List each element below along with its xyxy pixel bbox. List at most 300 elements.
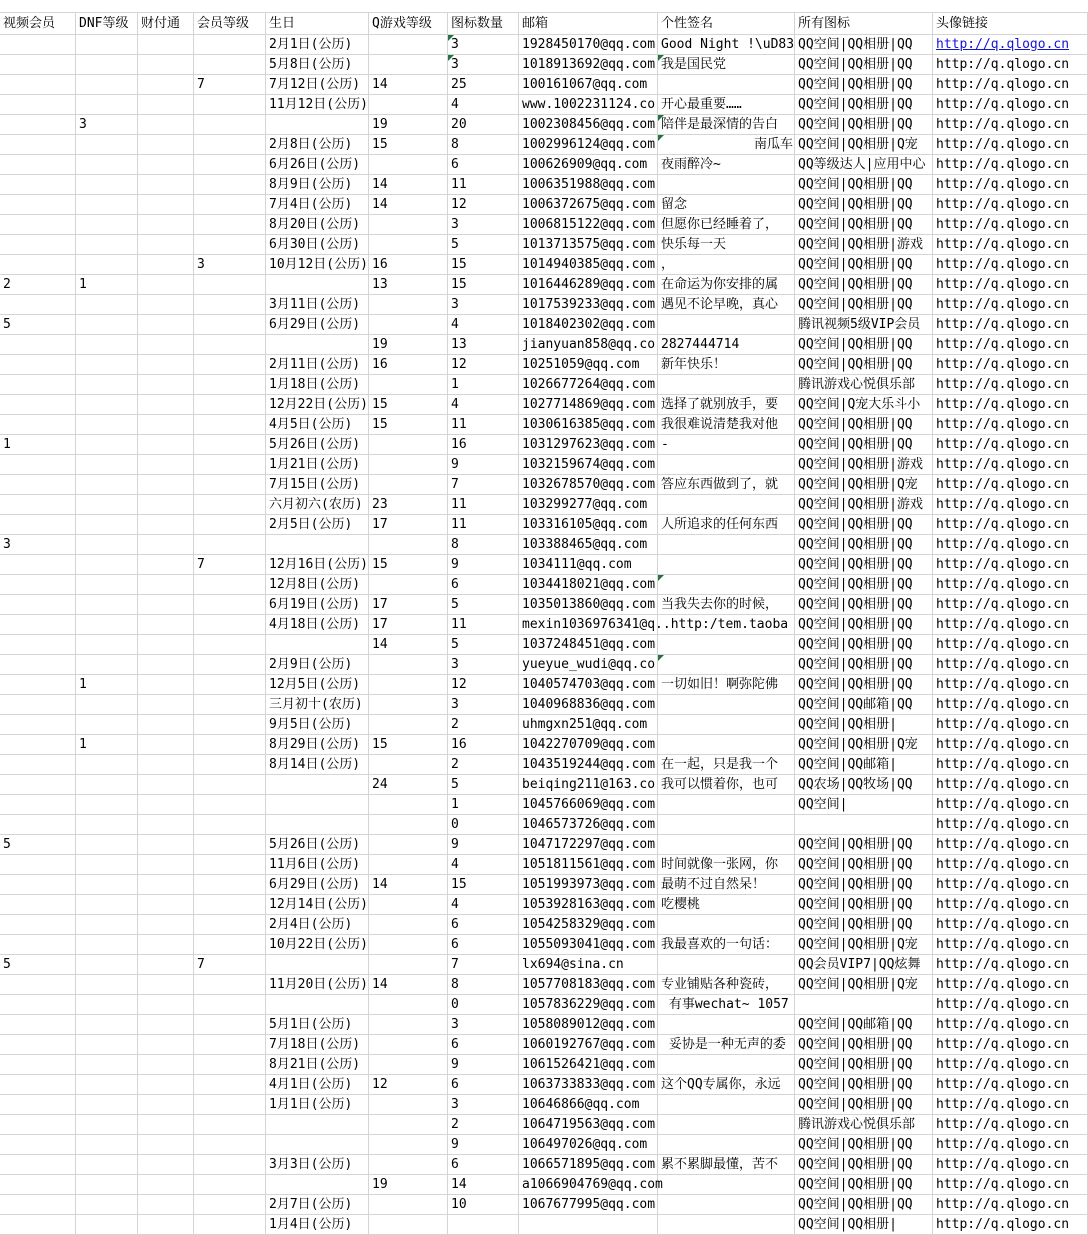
cell-f[interactable]: [138, 755, 194, 775]
cell-f[interactable]: [138, 1015, 194, 1035]
cell-e[interactable]: 1040574703@qq.com: [519, 675, 658, 695]
cell-s[interactable]: 遇见不论早晚，真心: [658, 295, 795, 315]
cell-s[interactable]: [658, 635, 795, 655]
cell-i[interactable]: 1: [448, 375, 519, 395]
cell-v[interactable]: [0, 575, 76, 595]
cell-v[interactable]: [0, 455, 76, 475]
cell-q[interactable]: [369, 1055, 448, 1075]
cell-d[interactable]: [76, 995, 138, 1015]
avatar-link-cell[interactable]: [933, 775, 1088, 795]
cell-ic[interactable]: QQ空间|QQ相册|QQ: [795, 175, 933, 195]
cell-v[interactable]: [0, 1215, 76, 1235]
cell-ic[interactable]: QQ空间|QQ相册|QQ: [795, 355, 933, 375]
cell-s[interactable]: [658, 735, 795, 755]
cell-s[interactable]: 南瓜车: [658, 135, 795, 155]
cell-q[interactable]: 15: [369, 395, 448, 415]
cell-i[interactable]: 4: [448, 895, 519, 915]
cell-ic[interactable]: QQ空间|QQ邮箱|QQ: [795, 1015, 933, 1035]
cell-i[interactable]: 2: [448, 715, 519, 735]
cell-f[interactable]: [138, 595, 194, 615]
avatar-link-cell[interactable]: [933, 1015, 1088, 1035]
avatar-link-cell[interactable]: [933, 835, 1088, 855]
cell-i[interactable]: 9: [448, 455, 519, 475]
cell-m[interactable]: [194, 55, 266, 75]
cell-d[interactable]: [76, 895, 138, 915]
cell-q[interactable]: [369, 235, 448, 255]
cell-m[interactable]: [194, 515, 266, 535]
cell-q[interactable]: [369, 155, 448, 175]
cell-v[interactable]: 3: [0, 535, 76, 555]
cell-m[interactable]: [194, 935, 266, 955]
cell-f[interactable]: [138, 1035, 194, 1055]
cell-e[interactable]: 100161067@qq.com: [519, 75, 658, 95]
cell-q[interactable]: 15: [369, 555, 448, 575]
cell-q[interactable]: 14: [369, 175, 448, 195]
cell-e[interactable]: 10646866@qq.com: [519, 1095, 658, 1115]
cell-ic[interactable]: QQ空间|QQ相册|QQ: [795, 255, 933, 275]
cell-e[interactable]: 1047172297@qq.com: [519, 835, 658, 855]
cell-d[interactable]: [76, 1115, 138, 1135]
cell-b[interactable]: 12月8日(公历): [266, 575, 369, 595]
cell-s[interactable]: 留念: [658, 195, 795, 215]
cell-ic[interactable]: QQ空间|QQ相册|QQ: [795, 535, 933, 555]
cell-v[interactable]: [0, 635, 76, 655]
cell-b[interactable]: [266, 115, 369, 135]
cell-ic[interactable]: QQ空间|QQ相册|QQ: [795, 115, 933, 135]
column-header-f[interactable]: 财付通: [138, 13, 194, 35]
cell-ic[interactable]: QQ会员VIP7|QQ炫舞: [795, 955, 933, 975]
cell-q[interactable]: [369, 755, 448, 775]
cell-f[interactable]: [138, 775, 194, 795]
cell-b[interactable]: 5月8日(公历): [266, 55, 369, 75]
cell-b[interactable]: 10月12日(公历): [266, 255, 369, 275]
cell-v[interactable]: [0, 1055, 76, 1075]
cell-s[interactable]: 吃樱桃: [658, 895, 795, 915]
cell-d[interactable]: [76, 155, 138, 175]
cell-d[interactable]: [76, 515, 138, 535]
cell-b[interactable]: 三月初十(农历): [266, 695, 369, 715]
cell-v[interactable]: [0, 515, 76, 535]
cell-e[interactable]: 103316105@qq.com: [519, 515, 658, 535]
cell-b[interactable]: 11月6日(公历): [266, 855, 369, 875]
cell-s[interactable]: 但愿你已经睡着了，: [658, 215, 795, 235]
cell-m[interactable]: [194, 435, 266, 455]
cell-d[interactable]: [76, 1215, 138, 1235]
cell-d[interactable]: [76, 1135, 138, 1155]
cell-f[interactable]: [138, 735, 194, 755]
cell-f[interactable]: [138, 175, 194, 195]
cell-b[interactable]: 3月3日(公历): [266, 1155, 369, 1175]
cell-q[interactable]: 16: [369, 355, 448, 375]
cell-v[interactable]: [0, 415, 76, 435]
cell-q[interactable]: [369, 955, 448, 975]
cell-ic[interactable]: QQ空间|QQ相册|QQ: [795, 515, 933, 535]
column-header-d[interactable]: DNF等级: [76, 13, 138, 35]
cell-f[interactable]: [138, 475, 194, 495]
cell-e[interactable]: [519, 1215, 658, 1235]
cell-s[interactable]: [658, 915, 795, 935]
cell-d[interactable]: [76, 135, 138, 155]
avatar-link-cell[interactable]: [933, 1075, 1088, 1095]
cell-s[interactable]: [658, 495, 795, 515]
cell-b[interactable]: [266, 1175, 369, 1195]
cell-i[interactable]: 3: [448, 295, 519, 315]
cell-b[interactable]: 5月26日(公历): [266, 835, 369, 855]
cell-f[interactable]: [138, 875, 194, 895]
avatar-link-cell[interactable]: [933, 1175, 1088, 1195]
cell-m[interactable]: [194, 835, 266, 855]
cell-s[interactable]: 我可以惯着你，也可: [658, 775, 795, 795]
cell-s[interactable]: 我是国民党: [658, 55, 795, 75]
cell-e[interactable]: lx694@sina.cn: [519, 955, 658, 975]
cell-q[interactable]: 13: [369, 275, 448, 295]
cell-v[interactable]: [0, 215, 76, 235]
cell-d[interactable]: [76, 635, 138, 655]
cell-e[interactable]: 1055093041@qq.com: [519, 935, 658, 955]
cell-b[interactable]: [266, 815, 369, 835]
cell-e[interactable]: mexin1036976341@q..http:/tem.taoba: [519, 615, 658, 635]
avatar-link-cell[interactable]: [933, 955, 1088, 975]
cell-s[interactable]: [658, 175, 795, 195]
cell-b[interactable]: 6月19日(公历): [266, 595, 369, 615]
avatar-link-cell[interactable]: [933, 475, 1088, 495]
cell-e[interactable]: 106497026@qq.com: [519, 1135, 658, 1155]
cell-e[interactable]: 1027714869@qq.com: [519, 395, 658, 415]
cell-v[interactable]: [0, 95, 76, 115]
cell-q[interactable]: [369, 1095, 448, 1115]
cell-e[interactable]: 1066571895@qq.com: [519, 1155, 658, 1175]
cell-d[interactable]: [76, 335, 138, 355]
cell-d[interactable]: [76, 715, 138, 735]
cell-f[interactable]: [138, 55, 194, 75]
cell-b[interactable]: 6月30日(公历): [266, 235, 369, 255]
cell-s[interactable]: 我最喜欢的一句话：: [658, 935, 795, 955]
cell-s[interactable]: 开心最重要……: [658, 95, 795, 115]
avatar-link-cell[interactable]: [933, 255, 1088, 275]
cell-f[interactable]: [138, 335, 194, 355]
cell-m[interactable]: [194, 95, 266, 115]
cell-d[interactable]: [76, 415, 138, 435]
cell-f[interactable]: [138, 395, 194, 415]
cell-ic[interactable]: 腾讯视频5级VIP会员: [795, 315, 933, 335]
avatar-link-cell[interactable]: [933, 635, 1088, 655]
cell-b[interactable]: 4月18日(公历): [266, 615, 369, 635]
cell-d[interactable]: [76, 355, 138, 375]
cell-v[interactable]: [0, 135, 76, 155]
cell-f[interactable]: [138, 95, 194, 115]
cell-m[interactable]: 7: [194, 955, 266, 975]
cell-d[interactable]: [76, 835, 138, 855]
cell-m[interactable]: [194, 875, 266, 895]
cell-s[interactable]: 陪伴是最深情的告白: [658, 115, 795, 135]
cell-e[interactable]: 1006815122@qq.com: [519, 215, 658, 235]
avatar-link-cell[interactable]: [933, 615, 1088, 635]
cell-ic[interactable]: QQ空间|QQ相册|QQ: [795, 1135, 933, 1155]
cell-e[interactable]: 100626909@qq.com: [519, 155, 658, 175]
cell-f[interactable]: [138, 615, 194, 635]
cell-v[interactable]: [0, 555, 76, 575]
cell-e[interactable]: 1063733833@qq.com: [519, 1075, 658, 1095]
cell-i[interactable]: 2: [448, 1115, 519, 1135]
cell-e[interactable]: 1060192767@qq.com: [519, 1035, 658, 1055]
cell-f[interactable]: [138, 1135, 194, 1155]
cell-e[interactable]: 1037248451@qq.com: [519, 635, 658, 655]
avatar-link-cell[interactable]: [933, 735, 1088, 755]
cell-f[interactable]: [138, 1155, 194, 1175]
cell-m[interactable]: [194, 595, 266, 615]
cell-ic[interactable]: QQ空间|QQ相册|: [795, 1215, 933, 1235]
cell-d[interactable]: [76, 1015, 138, 1035]
cell-s[interactable]: -: [658, 435, 795, 455]
cell-v[interactable]: [0, 295, 76, 315]
cell-q[interactable]: 14: [369, 875, 448, 895]
column-header-ic[interactable]: 所有图标: [795, 13, 933, 35]
cell-ic[interactable]: QQ空间|QQ相册|QQ: [795, 35, 933, 55]
cell-d[interactable]: [76, 695, 138, 715]
cell-i[interactable]: 5: [448, 595, 519, 615]
cell-d[interactable]: [76, 1055, 138, 1075]
avatar-link-cell[interactable]: [933, 75, 1088, 95]
avatar-link-cell[interactable]: [933, 815, 1088, 835]
avatar-link-cell[interactable]: [933, 435, 1088, 455]
cell-i[interactable]: 6: [448, 575, 519, 595]
cell-ic[interactable]: QQ空间|QQ相册|: [795, 715, 933, 735]
cell-s[interactable]: [658, 695, 795, 715]
cell-f[interactable]: [138, 275, 194, 295]
cell-q[interactable]: [369, 55, 448, 75]
cell-m[interactable]: [194, 175, 266, 195]
cell-d[interactable]: [76, 955, 138, 975]
cell-q[interactable]: 17: [369, 615, 448, 635]
cell-d[interactable]: [76, 795, 138, 815]
cell-ic[interactable]: QQ空间|QQ相册|QQ: [795, 1155, 933, 1175]
cell-b[interactable]: 8月9日(公历): [266, 175, 369, 195]
cell-ic[interactable]: QQ空间|QQ相册|QQ: [795, 615, 933, 635]
cell-f[interactable]: [138, 515, 194, 535]
cell-b[interactable]: 11月20日(公历): [266, 975, 369, 995]
cell-q[interactable]: 19: [369, 335, 448, 355]
cell-d[interactable]: [76, 175, 138, 195]
cell-q[interactable]: [369, 315, 448, 335]
cell-b[interactable]: 1月1日(公历): [266, 1095, 369, 1115]
avatar-link-cell[interactable]: [933, 595, 1088, 615]
cell-b[interactable]: 2月1日(公历): [266, 35, 369, 55]
cell-v[interactable]: [0, 755, 76, 775]
cell-v[interactable]: 5: [0, 315, 76, 335]
cell-e[interactable]: 1064719563@qq.com: [519, 1115, 658, 1135]
avatar-link-cell[interactable]: [933, 535, 1088, 555]
cell-v[interactable]: [0, 1015, 76, 1035]
cell-q[interactable]: [369, 835, 448, 855]
cell-s[interactable]: ，: [658, 255, 795, 275]
cell-d[interactable]: [76, 95, 138, 115]
cell-v[interactable]: [0, 795, 76, 815]
cell-v[interactable]: [0, 75, 76, 95]
cell-b[interactable]: [266, 775, 369, 795]
cell-e[interactable]: 1053928163@qq.com: [519, 895, 658, 915]
cell-i[interactable]: [448, 1215, 519, 1235]
cell-i[interactable]: 5: [448, 635, 519, 655]
cell-b[interactable]: 4月1日(公历): [266, 1075, 369, 1095]
cell-q[interactable]: [369, 695, 448, 715]
cell-i[interactable]: 11: [448, 415, 519, 435]
cell-b[interactable]: [266, 335, 369, 355]
cell-ic[interactable]: QQ空间|QQ相册|Q宠: [795, 935, 933, 955]
cell-m[interactable]: [194, 575, 266, 595]
cell-f[interactable]: [138, 255, 194, 275]
cell-ic[interactable]: QQ空间|QQ相册|QQ: [795, 895, 933, 915]
cell-q[interactable]: [369, 895, 448, 915]
cell-ic[interactable]: QQ空间|QQ相册|游戏: [795, 495, 933, 515]
cell-f[interactable]: [138, 1215, 194, 1235]
cell-ic[interactable]: QQ空间|QQ相册|QQ: [795, 215, 933, 235]
avatar-link-cell[interactable]: [933, 235, 1088, 255]
cell-m[interactable]: [194, 655, 266, 675]
cell-ic[interactable]: [795, 995, 933, 1015]
cell-b[interactable]: 6月29日(公历): [266, 875, 369, 895]
cell-ic[interactable]: QQ空间|QQ相册|QQ: [795, 675, 933, 695]
cell-ic[interactable]: QQ空间|QQ相册|QQ: [795, 335, 933, 355]
avatar-link-cell[interactable]: [933, 575, 1088, 595]
cell-s[interactable]: [658, 1135, 795, 1155]
cell-b[interactable]: [266, 535, 369, 555]
cell-d[interactable]: [76, 475, 138, 495]
cell-d[interactable]: [76, 935, 138, 955]
cell-i[interactable]: 15: [448, 875, 519, 895]
avatar-link-cell[interactable]: [933, 755, 1088, 775]
avatar-hyperlink[interactable]: http://q.qlogo.cn: [936, 37, 1070, 52]
cell-f[interactable]: [138, 895, 194, 915]
cell-m[interactable]: [194, 615, 266, 635]
cell-m[interactable]: [194, 495, 266, 515]
cell-e[interactable]: 1057836229@qq.com: [519, 995, 658, 1015]
cell-m[interactable]: [194, 1175, 266, 1195]
cell-q[interactable]: [369, 1035, 448, 1055]
cell-b[interactable]: 8月14日(公历): [266, 755, 369, 775]
cell-s[interactable]: 时间就像一张网，你: [658, 855, 795, 875]
cell-s[interactable]: [658, 1095, 795, 1115]
cell-ic[interactable]: QQ空间|QQ邮箱|: [795, 755, 933, 775]
cell-q[interactable]: 15: [369, 415, 448, 435]
cell-i[interactable]: 11: [448, 175, 519, 195]
column-header-i[interactable]: 图标数量: [448, 13, 519, 35]
cell-s[interactable]: [658, 1175, 795, 1195]
cell-b[interactable]: 2月8日(公历): [266, 135, 369, 155]
avatar-link-cell[interactable]: [933, 875, 1088, 895]
cell-ic[interactable]: QQ空间|QQ相册|QQ: [795, 1195, 933, 1215]
cell-i[interactable]: 9: [448, 835, 519, 855]
cell-v[interactable]: [0, 715, 76, 735]
cell-e[interactable]: 10251059@qq.com: [519, 355, 658, 375]
cell-i[interactable]: 1: [448, 795, 519, 815]
cell-q[interactable]: [369, 795, 448, 815]
column-header-m[interactable]: 会员等级: [194, 13, 266, 35]
cell-ic[interactable]: QQ等级达人|应用中心: [795, 155, 933, 175]
cell-q[interactable]: [369, 475, 448, 495]
cell-ic[interactable]: QQ空间|QQ相册|QQ: [795, 635, 933, 655]
cell-e[interactable]: 1026677264@qq.com: [519, 375, 658, 395]
cell-q[interactable]: 17: [369, 595, 448, 615]
cell-i[interactable]: 13: [448, 335, 519, 355]
cell-m[interactable]: [194, 1115, 266, 1135]
cell-d[interactable]: 1: [76, 275, 138, 295]
avatar-link-cell[interactable]: [933, 95, 1088, 115]
cell-s[interactable]: 累不累脚最懂，苦不: [658, 1155, 795, 1175]
cell-f[interactable]: [138, 435, 194, 455]
cell-d[interactable]: [76, 575, 138, 595]
cell-q[interactable]: [369, 535, 448, 555]
cell-i[interactable]: 4: [448, 395, 519, 415]
cell-q[interactable]: [369, 455, 448, 475]
cell-ic[interactable]: QQ空间|QQ相册|Q宠: [795, 735, 933, 755]
cell-e[interactable]: 1040968836@qq.com: [519, 695, 658, 715]
cell-i[interactable]: 7: [448, 475, 519, 495]
column-header-link[interactable]: 头像链接: [933, 13, 1088, 35]
cell-v[interactable]: [0, 895, 76, 915]
cell-e[interactable]: uhmgxn251@qq.com: [519, 715, 658, 735]
cell-f[interactable]: [138, 1195, 194, 1215]
cell-s[interactable]: 有事wechat~ 1057: [658, 995, 795, 1015]
cell-f[interactable]: [138, 635, 194, 655]
cell-s[interactable]: [658, 75, 795, 95]
cell-ic[interactable]: QQ空间|QQ相册|Q宠: [795, 475, 933, 495]
cell-s[interactable]: 在命运为你安排的属: [658, 275, 795, 295]
cell-m[interactable]: [194, 1155, 266, 1175]
cell-d[interactable]: [76, 1035, 138, 1055]
cell-d[interactable]: 1: [76, 675, 138, 695]
cell-d[interactable]: [76, 595, 138, 615]
cell-ic[interactable]: QQ空间|QQ相册|QQ: [795, 55, 933, 75]
cell-e[interactable]: 1030616385@qq.com: [519, 415, 658, 435]
cell-s[interactable]: 选择了就别放手，要: [658, 395, 795, 415]
avatar-link-cell[interactable]: [933, 695, 1088, 715]
cell-f[interactable]: [138, 155, 194, 175]
cell-v[interactable]: [0, 915, 76, 935]
avatar-link-cell[interactable]: [933, 35, 1088, 55]
cell-q[interactable]: 19: [369, 1175, 448, 1195]
cell-e[interactable]: 1034418021@qq.com: [519, 575, 658, 595]
cell-f[interactable]: [138, 975, 194, 995]
cell-b[interactable]: [266, 635, 369, 655]
cell-v[interactable]: [0, 55, 76, 75]
avatar-link-cell[interactable]: [933, 1055, 1088, 1075]
cell-q[interactable]: [369, 995, 448, 1015]
cell-b[interactable]: 1月18日(公历): [266, 375, 369, 395]
cell-v[interactable]: [0, 35, 76, 55]
cell-d[interactable]: [76, 615, 138, 635]
cell-d[interactable]: [76, 775, 138, 795]
cell-b[interactable]: 7月4日(公历): [266, 195, 369, 215]
cell-e[interactable]: 1002308456@qq.com: [519, 115, 658, 135]
cell-ic[interactable]: QQ空间|QQ相册|QQ: [795, 655, 933, 675]
cell-ic[interactable]: QQ空间|QQ相册|Q宠: [795, 135, 933, 155]
cell-m[interactable]: [194, 1075, 266, 1095]
cell-e[interactable]: 1034111@qq.com: [519, 555, 658, 575]
cell-e[interactable]: jianyuan858@qq.co: [519, 335, 658, 355]
cell-i[interactable]: 3: [448, 215, 519, 235]
cell-ic[interactable]: QQ空间|QQ相册|QQ: [795, 415, 933, 435]
cell-i[interactable]: 16: [448, 435, 519, 455]
cell-e[interactable]: 1035013860@qq.com: [519, 595, 658, 615]
cell-i[interactable]: 11: [448, 515, 519, 535]
cell-b[interactable]: 2月11日(公历): [266, 355, 369, 375]
cell-f[interactable]: [138, 955, 194, 975]
avatar-link-cell[interactable]: [933, 135, 1088, 155]
cell-e[interactable]: 1051993973@qq.com: [519, 875, 658, 895]
cell-b[interactable]: 7月15日(公历): [266, 475, 369, 495]
cell-v[interactable]: [0, 695, 76, 715]
cell-i[interactable]: 12: [448, 195, 519, 215]
